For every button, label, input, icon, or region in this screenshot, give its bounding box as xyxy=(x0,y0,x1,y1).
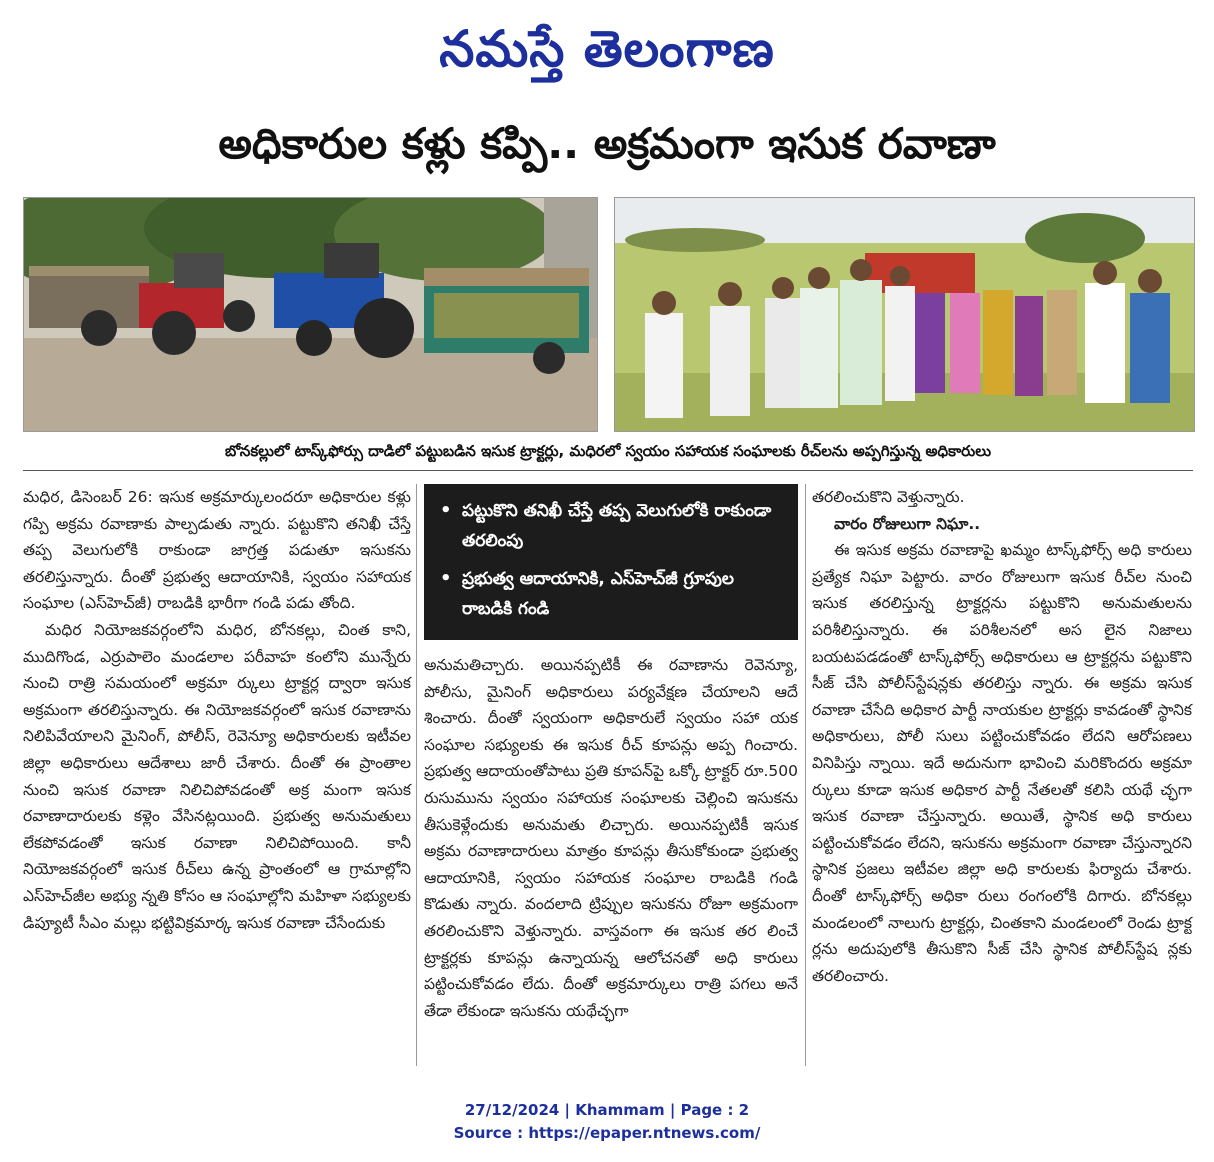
photo-tractors xyxy=(23,197,598,432)
bullet-icon: • xyxy=(440,500,452,521)
dateline-paragraph: మధిర, డిసెంబర్ 26: ఇసుక అక్రమార్కులందరూ అధికారుల కళ్లు గప్పి అక్రమ రవాణాకు పాల్పడుతు న్నారు. పట్టుకొని తనిఖీ చేస్తే తప్ప వెలుగులోకి రాకుండా జాగ్రత్త పడుతూ ఇసుకను తరలిస్తున్నారు. దీంతో ప్రభుత్వ ఆదాయానికి, స్వయం సహాయక సంఘాల (ఎస్‌హెచ్‌జీ) రాబడికి భారీగా గండి పడు తోంది. xyxy=(23,488,411,613)
article-paragraph: మధిర నియోజకవర్గంలోని మధిర, బోనకల్లు, చింత కాని, ముదిగొండ, ఎర్రుపాలెం మండలాల పరీవాహ కంలోని మున్నేరు నుంచి రాత్రి సమయంలో అక్రమా ర్కులు ట్రాక్టర్ల ద్వారా ఇసుక అక్రమంగా తరలిస్తున్నారు. ఈ నియోజకవర్గంలో ఇసుక రవాణాను నిలిపివేయాలని మైనింగ్, పోలీస్, రెవెన్యూ అధికారులకు ఇటీవల జిల్లా అధికారులు ఆదేశాలు జారీ చేశారు. దీంతో ఈ ప్రాంతాల నుంచి ఇసుక రవాణా నిలిచిపోవడంతో అక్ర మంగా ఇసుక రవాణాదారులకు కళ్లెం వేసినట్లయింది. ప్రభుత్వ అనుమతులు లేకపోవడంతో ఇసుక రవాణా నిలిచిపోయింది. కానీ నియోజకవర్గంలో ఇసుక రీచ్‌లు ఉన్న ప్రాంతంలో ఆ గ్రామాల్లోని ఎస్‌హెచ్‌జీల అభ్యు న్నతి కోసం ఆ సంఘాల్లోని మహిళా సభ్యులకు డిప్యూటీ సీఎం మల్లు భట్టివిక్రమార్క ఇసుక రవాణా చేసేందుకు xyxy=(23,620,411,932)
article-paragraph: ఈ ఇసుక అక్రమ రవాణాపై ఖమ్మం టాస్క్‌ఫోర్స్ అధి కారులు ప్రత్యేక నిఘా పెట్టారు. వారం రోజులుగా ఇసుక రీచ్‌ల నుంచి ఇసుక తరలిస్తున్న ట్రాక్టర్లను పట్టుకొని అనుమతులను పరిశీలిస్తున్నారు. ఈ పరిశీలనలో అస లైన నిజాలు బయటపడడంతో టాస్క్‌ఫోర్స్ అధికారులు ఆ ట్రాక్టర్లను పట్టుకొని సీజ్ చేసి పోలీస్‌స్టేషన్లకు తరలిస్తు న్నారు. ఈ అక్రమ ఇసుక రవాణా చేసేది అధికార పార్టీ నాయకుల ట్రాక్టర్లు కావడంతో స్థానిక అధికారులు, పోలీ సులు పట్టించుకోవడం లేదని ఆరోపణలు వినిపిస్తు న్నాయి. ఇదే అదునుగా భావించి మరికొందరు అక్రమా ర్కులు కూడా ఇసుక అధికార పార్టీ నేతలతో కలిసి యథే చ్ఛగా ఇసుక రవాణా చేస్తున్నారు. అయితే, స్థానిక అధి కారులు పట్టించుకోవడం లేదని, ఇసుకను అక్రమంగా రవాణా చేస్తున్నారని స్థానిక ప్రజలు ఇటీవల జిల్లా అధి కారులకు ఫిర్యాదు చేశారు. దీంతో టాస్క్‌ఫోర్స్ అధికా రులు రంగంలోకి దిగారు. బోనకల్లు మండలంలో నాలుగు ట్రాక్టర్లు, చింతకాని మండలంలో రెండు ట్రాక్ట ర్లను అదుపులోకి తీసుకొని సీజ్ చేసి స్థానిక పోలీస్‌స్టేష న్లకు తరలించారు. xyxy=(812,541,1192,985)
footer-date-line: 27/12/2024 | Khammam | Page : 2 xyxy=(464,1101,750,1119)
highlight-text: పట్టుకొని తనిఖీ చేస్తే తప్ప వెలుగులోకి రాకుండా తరలింపు xyxy=(462,501,772,551)
masthead-logo: నమస్తే తెలంగాణ xyxy=(439,20,775,78)
article-paragraph: అనుమతిచ్చారు. అయినప్పటికీ ఈ రవాణాను రెవెన్యూ, పోలీసు, మైనింగ్ అధికారులు పర్యవేక్షణ చేయాలని ఆదే శించారు. దీంతో స్వయంగా అధికారులే స్వయం సహా యక సంఘాల సభ్యులకు ఈ ఇసుక రీచ్ కూపన్లు అప్ప గించారు. ప్రభుత్వ ఆదాయంతోపాటు ప్రతి కూపన్‌పై ఒక్కో ట్రాక్టర్ రూ.500 రుసుమును స్వయం సహాయక సంఘాలకు చెల్లించి ఇసుకను తీసుకెళ్లేందుకు అనుమతు లిచ్చారు. అయినప్పటికీ ఇసుక అక్రమ రవాణాదారులు మాత్రం కూపన్లు తీసుకోకుండా ప్రభుత్వ ఆదాయానికి, స్వయం సహాయక సంఘాల రాబడికి గండి కొడుతు న్నారు. వందలాది ట్రిప్పుల ఇసుకను రోజూ అక్రమంగా తరలించుకొని వెళ్తున్నారు. వాస్తవంగా ఈ ఇసుక తర లించే ట్రాక్టర్లకు కూపన్లు ఉన్నాయన్న ఆలోచనతో అధి కారులు పట్టించుకోవడం లేదు. దీంతో అక్రమార్కులు రాత్రి పగలు అనే తేడా లేకుండా ఇసుకను యథేచ్ఛగా xyxy=(424,656,798,1020)
article-paragraph: తరలించుకొని వెళ్తున్నారు. xyxy=(812,488,965,506)
highlights-box xyxy=(424,484,798,640)
highlight-item xyxy=(440,564,784,624)
column-divider xyxy=(805,484,806,1066)
column-divider xyxy=(416,484,417,1066)
highlight-item xyxy=(440,496,784,556)
subheading: వారం రోజులుగా నిఘా.. xyxy=(834,514,981,533)
photo-caption: బోనకల్లులో టాస్క్‌ఫోర్సు దాడిలో పట్టుబడిన ఇసుక ట్రాక్టర్లు, మధిరలో స్వయం సహాయక సంఘాలకు రీచ్‌లను అప్పగిస్తున్న అధికారులు xyxy=(224,442,992,460)
photo-officials xyxy=(614,197,1195,432)
article-column-2 xyxy=(424,652,798,1024)
highlight-text: ప్రభుత్వ ఆదాయానికి, ఎస్‌హెచ్‌జీ గ్రూపుల రాబడికి గండి xyxy=(462,569,734,619)
footer-source-line: Source : https://epaper.ntnews.com/ xyxy=(453,1124,761,1142)
article-column-3 xyxy=(812,484,1192,989)
article-column-1 xyxy=(23,484,411,936)
bullet-icon: • xyxy=(440,568,452,589)
headline: అధికారుల కళ్లు కప్పి.. అక్రమంగా ఇసుక రవాణా xyxy=(218,119,996,168)
caption-divider xyxy=(23,470,1193,471)
